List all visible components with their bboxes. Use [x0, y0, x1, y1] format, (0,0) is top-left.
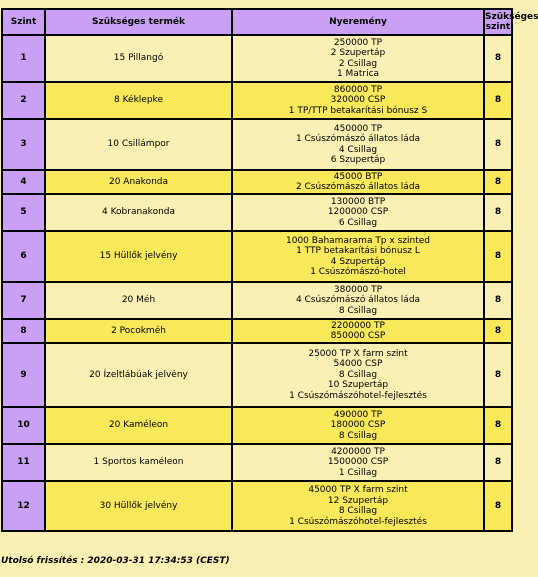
row-product-cell: 1 Sportos kaméleon: [46, 445, 231, 480]
row-level-cell: 3: [3, 120, 44, 169]
row-reward-cell: [233, 344, 483, 406]
reward-line: 12 Szupertáp: [327, 495, 389, 506]
row-required-level-cell: 8: [485, 120, 511, 169]
row-product-cell: 8 Kéklepke: [46, 83, 231, 118]
reward-line: 1 Csillag: [338, 467, 378, 478]
row-reward-cell: [233, 283, 483, 318]
row-level-cell: 5: [3, 195, 44, 230]
table-row: [3, 482, 511, 530]
reward-line: 45000 TP X farm szint: [308, 485, 408, 495]
reward-line: 1500000 CSP: [327, 457, 389, 468]
row-required-level-cell: 8: [485, 482, 511, 530]
table-row: [3, 83, 511, 118]
row-reward-cell: [233, 36, 483, 81]
row-level-cell: 4: [3, 171, 44, 193]
row-level-cell: 12: [3, 482, 44, 530]
reward-line: 1 Csúszómászó-hotel: [310, 267, 406, 277]
row-required-level-cell: 8: [485, 171, 511, 193]
table-row: [3, 320, 511, 342]
row-required-level-cell: 8: [485, 83, 511, 118]
reward-line: 2 Szupertáp: [330, 48, 386, 58]
row-level-cell: 9: [3, 344, 44, 406]
last-update-text: Utolsó frissítés : 2020-03-31 17:34:53 (CEST): [1, 556, 230, 566]
row-level-cell: 7: [3, 283, 44, 318]
reward-line: 1 TTP betakarítási bónusz L: [296, 246, 420, 256]
table-row: [3, 408, 511, 443]
header-level: Szint: [3, 10, 44, 34]
table-row: [3, 171, 511, 193]
row-reward-cell: [233, 195, 483, 230]
reward-line: 450000 TP: [333, 123, 383, 134]
row-product-cell: 2 Pocokméh: [46, 320, 231, 342]
table-row: [3, 232, 511, 281]
reward-line: 2200000 TP: [331, 320, 385, 331]
row-reward-cell: [233, 83, 483, 118]
reward-line: 490000 TP: [333, 409, 383, 420]
reward-line: 8 Csillag: [338, 369, 378, 380]
reward-line: 8 Csillag: [338, 305, 378, 316]
reward-line: 1000 Bahamarama Tp x szinted: [286, 235, 430, 246]
reward-line: 130000 BTP: [330, 196, 386, 207]
reward-line: 6 Szupertáp: [330, 155, 386, 165]
reward-line: 8 Csillag: [338, 506, 378, 516]
header-required-line-2: szint: [485, 22, 511, 32]
row-product-cell: 30 Hüllők jelvény: [46, 482, 231, 530]
reward-line: 850000 CSP: [330, 331, 386, 341]
row-level-cell: 1: [3, 36, 44, 81]
reward-line: 45000 BTP: [333, 171, 383, 182]
header-required-line-1: Szükséges: [485, 12, 538, 22]
row-required-level-cell: 8: [485, 445, 511, 480]
reward-line: 250000 TP: [333, 37, 383, 48]
row-required-level-cell: 8: [485, 283, 511, 318]
reward-line: 8 Csillag: [338, 430, 378, 441]
reward-line: 860000 TP: [333, 84, 383, 95]
row-reward-cell: [233, 408, 483, 443]
table-row: [3, 283, 511, 318]
reward-line: 4 Csillag: [338, 144, 378, 155]
table-row: [3, 344, 511, 406]
reward-line: 1 Csúszómászó állatos láda: [295, 134, 421, 144]
table-row: [3, 36, 511, 81]
row-required-level-cell: 8: [485, 344, 511, 406]
reward-line: 2 Csillag: [338, 58, 378, 69]
row-product-cell: 15 Pillangó: [46, 36, 231, 81]
table-header-row: [3, 10, 511, 34]
row-reward-cell: [233, 482, 483, 530]
reward-line: 25000 TP X farm szint: [308, 348, 408, 359]
reward-line: 10 Szupertáp: [327, 380, 389, 391]
row-level-cell: 2: [3, 83, 44, 118]
row-required-level-cell: 8: [485, 320, 511, 342]
reward-line: 4 Csúszómászó állatos láda: [295, 295, 421, 306]
header-reward: Nyeremény: [233, 10, 483, 34]
reward-line: 1 Matrica: [336, 69, 380, 79]
header-required-level: [485, 10, 538, 34]
row-reward-cell: [233, 171, 483, 193]
table-row: [3, 445, 511, 480]
row-reward-cell: [233, 120, 483, 169]
reward-line: 320000 CSP: [330, 95, 386, 106]
row-level-cell: 8: [3, 320, 44, 342]
reward-line: 1200000 CSP: [327, 207, 389, 218]
reward-line: 380000 TP: [333, 284, 383, 295]
row-reward-cell: [233, 320, 483, 342]
row-level-cell: 10: [3, 408, 44, 443]
row-required-level-cell: 8: [485, 195, 511, 230]
row-required-level-cell: 8: [485, 408, 511, 443]
row-product-cell: 10 Csillámpor: [46, 120, 231, 169]
row-level-cell: 11: [3, 445, 44, 480]
table-row: [3, 195, 511, 230]
reward-line: 6 Csillag: [338, 217, 378, 228]
row-required-level-cell: 8: [485, 36, 511, 81]
row-reward-cell: [233, 232, 483, 281]
row-product-cell: 15 Hüllők jelvény: [46, 232, 231, 281]
row-reward-cell: [233, 445, 483, 480]
reward-line: 1 Csúszómászóhotel-fejlesztés: [289, 390, 427, 401]
row-product-cell: 20 Ízeltlábúak jelvény: [46, 344, 231, 406]
row-level-cell: 6: [3, 232, 44, 281]
row-product-cell: 20 Anakonda: [46, 171, 231, 193]
reward-line: 4200000 TP: [331, 446, 385, 457]
reward-line: 1 Csúszómászóhotel-fejlesztés: [289, 516, 427, 527]
reward-line: 4 Szupertáp: [330, 256, 386, 267]
row-product-cell: 20 Kaméleon: [46, 408, 231, 443]
header-product: Szükséges termék: [46, 10, 231, 34]
row-required-level-cell: 8: [485, 232, 511, 281]
rewards-table-container: [1, 8, 538, 532]
reward-line: 2 Csúszómászó állatos láda: [295, 182, 421, 192]
rewards-table: [1, 8, 538, 532]
table-row: [3, 120, 511, 169]
row-product-cell: 20 Méh: [46, 283, 231, 318]
reward-line: 54000 CSP: [333, 359, 383, 370]
row-product-cell: 4 Kobranakonda: [46, 195, 231, 230]
reward-line: 1 TP/TTP betakarítási bónusz S: [288, 105, 428, 116]
reward-line: 180000 CSP: [330, 420, 386, 431]
